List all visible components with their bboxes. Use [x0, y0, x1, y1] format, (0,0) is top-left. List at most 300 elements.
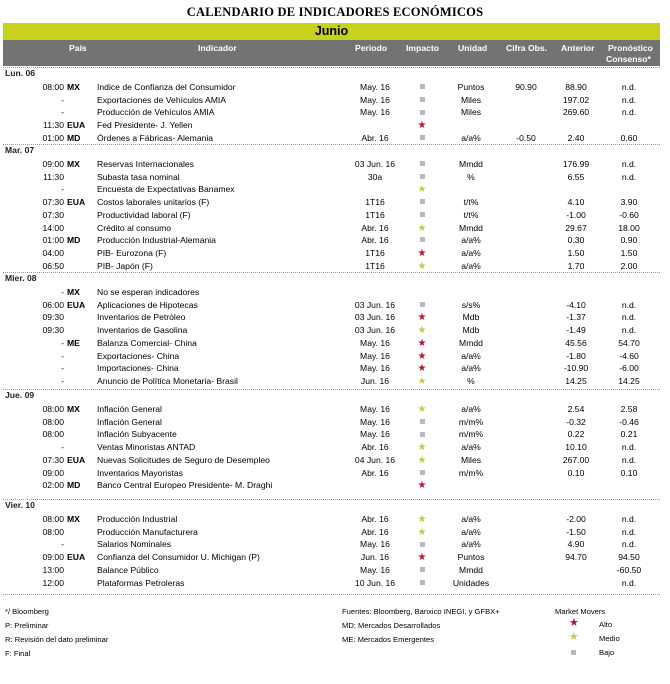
table-header [3, 40, 660, 66]
cell-period: 1T16 [365, 247, 385, 258]
cell-indicator: Producción de Vehículos AMIA [97, 107, 215, 118]
cell-period: 10 Jun. 16 [354, 577, 396, 588]
cell-country: ME [67, 337, 80, 348]
cell-unit: Miles [460, 107, 482, 118]
header-country: País [69, 43, 87, 53]
cell-prev: -0.32 [566, 416, 586, 427]
alto-star-icon: ★ [569, 617, 579, 629]
day-label: Vier. 10 [5, 500, 35, 510]
cell-unit: % [467, 375, 475, 386]
table-row [0, 299, 670, 312]
cell-cons: n.d. [621, 442, 637, 453]
md-legend-text: MD: Mercados Desarrollados [342, 621, 441, 630]
cell-indicator: Fed Presidente- J. Yellen [97, 120, 193, 131]
day-label: Mier. 08 [5, 273, 37, 283]
cell-period: May. 16 [360, 350, 390, 361]
cell-country: MD [67, 235, 81, 246]
table-row [0, 564, 670, 577]
cell-period: 04 Jun. 16 [354, 454, 396, 465]
day-separator [3, 144, 660, 145]
cell-unit: Puntos [457, 82, 485, 92]
table-row [0, 538, 670, 551]
cell-period: May. 16 [360, 404, 390, 414]
impact-alto-star-icon: ★ [417, 350, 427, 362]
cell-period: May. 16 [360, 416, 390, 427]
table-row [0, 247, 670, 260]
note-bloomberg: */ Bloomberg [5, 607, 49, 616]
cell-indicator: Inventarios Mayoristas [97, 467, 183, 478]
cell-prev: 267.00 [562, 454, 590, 465]
impact-alto-star-icon: ★ [417, 247, 427, 259]
cell-prev: -1.80 [566, 350, 586, 361]
impact-bajo-square-icon [410, 81, 434, 94]
impact-bajo-square-icon [410, 106, 434, 119]
cell-prev: -1.37 [566, 312, 586, 323]
day-separator [3, 272, 660, 273]
cell-cons: n.d. [621, 107, 637, 118]
cell-cons: 0.60 [620, 132, 638, 143]
cell-indicator: Salarios Nominales [97, 539, 172, 550]
cell-prev: -1.00 [566, 209, 586, 220]
cell-period: 1T16 [365, 197, 385, 208]
cell-period: 03 Jun. 16 [354, 325, 396, 336]
cell-cons: 0.21 [620, 429, 638, 440]
cell-prev: 14.25 [565, 375, 587, 386]
cell-time: 09:00 [42, 552, 64, 563]
month-banner: Junio [3, 23, 660, 40]
cell-time: 01:00 [42, 235, 64, 246]
cell-unit: Mmdd [459, 337, 483, 348]
cell-unit: a/a% [461, 442, 481, 453]
cell-period: Abr. 16 [361, 235, 389, 246]
note-preliminar: P: Preliminar [5, 621, 49, 630]
table-row [0, 403, 670, 416]
impact-alto-star-icon: ★ [417, 480, 427, 492]
cell-prev: 0.10 [567, 467, 585, 478]
cell-unit: a/a% [461, 247, 481, 258]
header-cons-line1: Pronóstico [608, 43, 653, 53]
cell-indicator: Producción Industrial-Alemania [97, 235, 216, 246]
cell-indicator: Confianza del Consumidor U. Michigan (P) [97, 552, 260, 563]
table-row [0, 375, 670, 388]
cell-indicator: Producción Industrial [97, 514, 178, 524]
header-indicator: Indicador [198, 43, 237, 53]
cell-indicator: Inflación General [97, 404, 162, 414]
cell-country: MX [67, 514, 80, 524]
cell-country: MX [67, 82, 80, 92]
cell-unit: Mdb [462, 312, 480, 323]
cell-period: 03 Jun. 16 [354, 159, 396, 169]
cell-indicator: Inventarios de Gasolina [97, 325, 188, 336]
sources-text: Fuentes: Bloomberg, Banxico INEGI, y GFBX+ [342, 607, 500, 616]
cell-time: 06:00 [42, 299, 64, 310]
impact-medio-star-icon: ★ [417, 454, 427, 466]
impact-alto-star-icon: ★ [417, 120, 427, 132]
cell-period: Abr. 16 [361, 467, 389, 478]
cell-cons: 94.50 [618, 552, 640, 563]
cell-unit: a/a% [461, 260, 481, 271]
table-row [0, 222, 670, 235]
table-row [0, 183, 670, 196]
cell-indicator: Nuevas Solicitudes de Seguro de Desempleo [97, 454, 270, 465]
cell-unit: a/a% [461, 363, 481, 374]
day-label: Lun. 06 [5, 68, 36, 78]
cell-time: 08:00 [42, 82, 64, 92]
impact-bajo-square-icon [410, 416, 434, 429]
cell-time: 12:00 [42, 577, 64, 588]
cell-cons: 14.25 [618, 375, 640, 386]
cell-cons: n.d. [621, 312, 637, 323]
cell-prev: 88.90 [565, 82, 587, 92]
table-row [0, 209, 670, 222]
cell-prev: 269.60 [562, 107, 590, 118]
cell-cons: n.d. [621, 299, 637, 310]
cell-cons: n.d. [621, 577, 637, 588]
cell-period: 1T16 [365, 260, 385, 271]
table-row [0, 479, 670, 492]
cell-cons: 3.90 [620, 197, 638, 208]
cell-prev: 4.10 [567, 197, 585, 208]
table-row [0, 158, 670, 171]
cell-time: 09:30 [42, 312, 64, 323]
table-row [0, 81, 670, 94]
cell-time: - [61, 107, 64, 118]
cell-cons: n.d. [621, 171, 637, 182]
cell-indicator: Reservas Internacionales [97, 159, 194, 169]
cell-cons: 0.10 [620, 467, 638, 478]
impact-bajo-square-icon [410, 132, 434, 145]
cell-unit: a/a% [461, 526, 481, 537]
cell-unit: Miles [460, 454, 482, 465]
cell-unit: Mmdd [459, 564, 483, 575]
cell-country: MD [67, 480, 81, 491]
table-row [0, 428, 670, 441]
cell-time: 02:00 [42, 480, 64, 491]
table-row [0, 106, 670, 119]
me-legend-text: ME: Mercados Emergentes [342, 635, 435, 644]
cell-indicator: Exportaciones- China [97, 350, 180, 361]
cell-period: Abr. 16 [361, 222, 389, 233]
cell-cons: n.d. [621, 514, 637, 524]
impact-bajo-square-icon [410, 94, 434, 107]
cell-time: - [61, 539, 64, 550]
cell-time: 09:30 [42, 325, 64, 336]
header-unit: Unidad [458, 43, 488, 53]
cell-period: May. 16 [360, 564, 390, 575]
cell-unit: Puntos [457, 552, 485, 563]
table-row [0, 132, 670, 145]
cell-time: 08:00 [42, 526, 64, 537]
cell-prev: -1.50 [566, 526, 586, 537]
bajo-square-icon [571, 648, 576, 657]
cell-period: Abr. 16 [361, 526, 389, 537]
cell-prev: 1.50 [567, 247, 585, 258]
impact-alto-star-icon: ★ [417, 552, 427, 564]
cell-country: MX [67, 404, 80, 414]
cell-indicator: Balance Público [97, 564, 159, 575]
impact-medio-star-icon: ★ [417, 375, 427, 387]
note-final: F: Final [5, 649, 31, 658]
cell-time: 14:00 [42, 222, 64, 233]
cell-unit: a/a% [461, 514, 481, 524]
table-row [0, 551, 670, 564]
table-row [0, 234, 670, 247]
impact-bajo-square-icon [410, 428, 434, 441]
cell-period: 03 Jun. 16 [354, 299, 396, 310]
day-separator [3, 67, 660, 68]
cell-time: 13:00 [42, 564, 64, 575]
cell-indicator: Indice de Confianza del Consumidor [97, 82, 236, 92]
cell-time: 11:30 [43, 120, 64, 131]
cell-time: - [61, 350, 64, 361]
cell-time: 08:00 [42, 514, 64, 524]
cell-time: 06:50 [42, 260, 64, 271]
cell-time: 07:30 [42, 454, 64, 465]
cell-time: - [61, 337, 64, 348]
cell-prev: 45.56 [565, 337, 587, 348]
cell-country: MX [67, 159, 80, 169]
cell-indicator: Inflación Subyacente [97, 429, 177, 440]
cell-period: Abr. 16 [361, 514, 389, 524]
cell-period: Jun. 16 [360, 552, 390, 563]
cell-cons: n.d. [621, 94, 637, 105]
cell-unit: a/a% [461, 539, 481, 550]
cell-indicator: Anuncio de Política Monetaria- Brasil [97, 375, 238, 386]
impact-medio-star-icon: ★ [417, 404, 427, 415]
cell-prev: 1.70 [567, 260, 585, 271]
table-row [0, 337, 670, 350]
cell-time: 09:00 [42, 467, 64, 478]
impact-medio-star-icon: ★ [417, 222, 427, 234]
header-period: Periodo [355, 43, 387, 53]
cell-indicator: Órdenes a Fábricas- Alemania [97, 132, 214, 143]
cell-unit: % [467, 171, 475, 182]
cell-prev: -10.90 [563, 363, 589, 374]
cell-country: MD [67, 132, 81, 143]
day-separator [3, 389, 660, 390]
cell-time: 04:00 [42, 247, 64, 258]
legend-bajo: Bajo [599, 648, 615, 657]
cell-prev: 4.90 [567, 539, 585, 550]
cell-time: 11:30 [43, 171, 64, 182]
cell-unit: Unidades [452, 577, 490, 588]
impact-bajo-square-icon [410, 209, 434, 222]
cell-time: 08:00 [42, 404, 64, 414]
cell-indicator: Productividad laboral (F) [97, 209, 191, 220]
cell-cons: -0.46 [619, 416, 639, 427]
cell-indicator: Subasta tasa nominal [97, 171, 180, 182]
cell-period: 30a [367, 171, 383, 182]
cell-indicator: Plataformas Petroleras [97, 577, 185, 588]
cell-indicator: Exportaciones de Vehículos AMIA [97, 94, 226, 105]
cell-obs: -0.50 [516, 132, 536, 143]
cell-unit: t/t% [463, 209, 479, 220]
impact-bajo-square-icon [410, 467, 434, 480]
cell-indicator: Banco Central Europeo Presidente- M. Draghi [97, 480, 273, 491]
cell-prev: 94.70 [565, 552, 587, 563]
cell-indicator: Producción Manufacturera [97, 526, 198, 537]
cell-time: - [61, 375, 64, 386]
table-row [0, 171, 670, 184]
table-row [0, 311, 670, 324]
cell-cons: 2.00 [620, 260, 638, 271]
cell-period: May. 16 [360, 337, 390, 348]
cell-indicator: Importaciones- China [97, 363, 179, 374]
impact-bajo-square-icon [410, 564, 434, 577]
header-prev: Anterior [561, 43, 595, 53]
cell-unit: Mmdd [459, 159, 483, 169]
impact-bajo-square-icon [410, 234, 434, 247]
cell-unit: t/t% [463, 197, 479, 208]
header-impact: Impacto [406, 43, 439, 53]
cell-period: Abr. 16 [361, 132, 389, 143]
cell-indicator: Costos laborales unitarios (F) [97, 197, 210, 208]
cell-indicator: No se esperan indicadores [97, 287, 200, 297]
cell-cons: -4.60 [619, 350, 639, 361]
cell-prev: -2.00 [566, 514, 586, 524]
cell-time: - [61, 94, 64, 105]
cell-cons: 2.58 [620, 404, 638, 414]
cell-unit: a/a% [461, 404, 481, 414]
impact-bajo-square-icon [410, 577, 434, 590]
cell-indicator: PIB- Eurozona (F) [97, 247, 167, 258]
cell-prev: 176.99 [562, 159, 590, 169]
cell-period: May. 16 [360, 82, 390, 92]
cell-indicator: Aplicaciones de Hipotecas [97, 299, 198, 310]
table-row [0, 454, 670, 467]
table-row [0, 441, 670, 454]
cell-period: May. 16 [360, 94, 390, 105]
cell-cons: n.d. [621, 526, 637, 537]
table-row [0, 94, 670, 107]
cell-unit: a/a% [461, 235, 481, 246]
cell-indicator: Inflación General [97, 416, 162, 427]
cell-indicator: Crédito al consumo [97, 222, 172, 233]
cell-indicator: Encuesta de Expectativas Banamex [97, 184, 235, 195]
impact-medio-star-icon: ★ [417, 184, 427, 196]
impact-bajo-square-icon [410, 171, 434, 184]
table-row [0, 416, 670, 429]
cell-cons: -0.60 [619, 209, 639, 220]
impact-bajo-square-icon [410, 196, 434, 209]
cell-unit: m/m% [458, 429, 484, 440]
cell-time: - [61, 184, 64, 195]
cell-cons: n.d. [621, 159, 637, 169]
cell-cons: n.d. [621, 454, 637, 465]
cell-prev: 10.10 [565, 442, 587, 453]
legend-alto: Alto [599, 620, 613, 629]
impact-bajo-square-icon [410, 299, 434, 312]
cell-period: 03 Jun. 16 [354, 312, 396, 323]
table-row [0, 324, 670, 337]
cell-prev: 29.67 [565, 222, 587, 233]
market-movers-title: Market Movers [555, 607, 606, 616]
table-row [0, 513, 670, 526]
medio-star-icon: ★ [569, 631, 579, 643]
cell-time: 08:00 [42, 429, 64, 440]
table-row [0, 350, 670, 363]
table-row [0, 196, 670, 209]
cell-obs: 90.90 [515, 82, 537, 92]
cell-unit: a/a% [461, 350, 481, 361]
cell-period: Abr. 16 [361, 442, 389, 453]
cell-cons: 54.70 [618, 337, 640, 348]
cell-unit: Mdb [462, 325, 480, 336]
cell-period: 1T16 [365, 209, 385, 220]
impact-medio-star-icon: ★ [417, 526, 427, 538]
day-separator [3, 499, 660, 500]
cell-prev: 0.30 [567, 235, 585, 246]
table-row [0, 260, 670, 273]
cell-prev: 2.54 [567, 404, 585, 414]
cell-unit: s/s% [461, 299, 481, 310]
cell-cons: 0.90 [620, 235, 638, 246]
impact-medio-star-icon: ★ [417, 514, 427, 525]
table-row [0, 286, 670, 299]
cell-unit: Mmdd [459, 222, 483, 233]
cell-time: 01:00 [42, 132, 64, 143]
cell-unit: m/m% [458, 467, 484, 478]
cell-period: May. 16 [360, 429, 390, 440]
cell-prev: 6.55 [567, 171, 585, 182]
cell-cons: 18.00 [618, 222, 640, 233]
cell-country: MX [67, 287, 80, 297]
cell-unit: a/a% [461, 132, 481, 143]
impact-bajo-square-icon [410, 158, 434, 171]
impact-alto-star-icon: ★ [417, 337, 427, 349]
cell-period: May. 16 [360, 363, 390, 374]
cell-indicator: Balanza Comercial- China [97, 337, 197, 348]
cell-time: - [61, 363, 64, 374]
cell-country: EUA [67, 454, 86, 465]
table-row [0, 467, 670, 480]
note-revision: R: Revisión del dato preliminar [5, 635, 109, 644]
cell-prev: 0.22 [567, 429, 585, 440]
cell-period: May. 16 [360, 107, 390, 118]
table-row [0, 526, 670, 539]
cell-time: 09:00 [42, 159, 64, 169]
day-label: Jue. 09 [5, 390, 35, 400]
table-row [0, 119, 670, 132]
cell-indicator: PIB- Japón (F) [97, 260, 153, 271]
cell-prev: -4.10 [566, 299, 586, 310]
cell-cons: n.d. [621, 539, 637, 550]
impact-alto-star-icon: ★ [417, 312, 427, 324]
impact-medio-star-icon: ★ [417, 325, 427, 337]
impact-alto-star-icon: ★ [417, 363, 427, 375]
cell-country: EUA [67, 197, 86, 208]
day-label: Mar. 07 [5, 145, 35, 155]
cell-indicator: Ventas Minoristas ANTAD [97, 442, 196, 453]
table-row [0, 362, 670, 375]
cell-country: EUA [67, 299, 86, 310]
page-title: CALENDARIO DE INDICADORES ECONÓMICOS [186, 5, 484, 19]
cell-prev: -1.49 [566, 325, 586, 336]
header-obs: Cifra Obs. [506, 43, 548, 53]
cell-time: 08:00 [42, 416, 64, 427]
cell-period: Jun. 16 [360, 375, 390, 386]
cell-period: May. 16 [360, 539, 390, 550]
table-row [0, 577, 670, 590]
cell-country: EUA [67, 120, 86, 131]
cell-cons: n.d. [621, 82, 637, 92]
cell-cons: n.d. [621, 325, 637, 336]
cell-unit: Miles [460, 94, 482, 105]
cell-time: 07:30 [42, 197, 64, 208]
cell-time: 07:30 [42, 209, 64, 220]
impact-bajo-square-icon [410, 538, 434, 551]
table-bottom-border [3, 594, 660, 595]
